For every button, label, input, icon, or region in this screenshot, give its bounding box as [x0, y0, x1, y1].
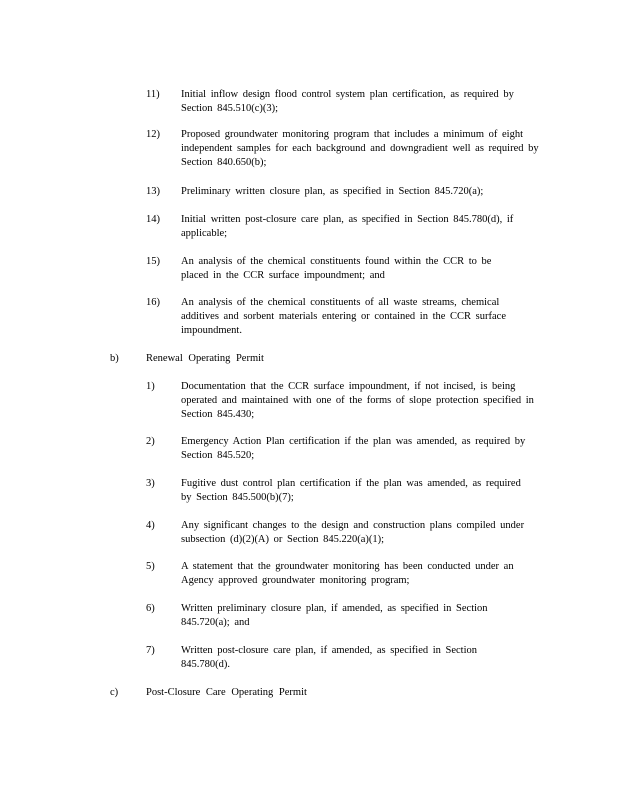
item-number: 7) [146, 645, 155, 656]
item-text: Any significant changes to the design and construction plans compiled under subsection (d)(2)(A) or Section 845.220(a)(1); [181, 520, 525, 545]
item-number: 2) [146, 436, 155, 447]
item-text: Written preliminary closure plan, if amended, as specified in Section 845.720(a); and [181, 603, 488, 628]
section-title: Post-Closure Care Operating Permit [146, 687, 307, 698]
item-text: Documentation that the CCR surface impoundment, if not incised, is being operated and maintained with one of the forms of slope protection specified in Section 845.430; [181, 381, 534, 420]
item-text: Written post-closure care plan, if amended, as specified in Section 845.780(d). [181, 645, 478, 670]
item-text: Initial inflow design flood control system plan certification, as required by Section 845.510(c)(3); [181, 89, 514, 114]
item-number: 6) [146, 603, 155, 614]
item-number: 12) [146, 129, 160, 140]
item-text: An analysis of the chemical constituents found within the CCR to be placed in the CCR surface impoundment; and [181, 256, 492, 281]
item-number: 15) [146, 256, 160, 267]
item-number: 5) [146, 561, 155, 572]
item-text: Proposed groundwater monitoring program that includes a minimum of eight independent samples for each background and downgradient well as required by Section 840.650(b); [181, 129, 539, 168]
section-letter: c) [110, 687, 119, 698]
item-number: 11) [146, 89, 160, 100]
item-text: Initial written post-closure care plan, as specified in Section 845.780(d), if applicable; [181, 214, 514, 239]
item-number: 3) [146, 478, 155, 489]
section-letter: b) [110, 353, 119, 364]
item-number: 16) [146, 297, 160, 308]
item-text: An analysis of the chemical constituents of all waste streams, chemical additives and sorbent materials entering or contained in the CCR surface impoundment. [181, 297, 506, 336]
item-number: 4) [146, 520, 155, 531]
item-text: Fugitive dust control plan certification if the plan was amended, as required by Section 845.500(b)(7); [181, 478, 521, 503]
item-number: 1) [146, 381, 155, 392]
item-number: 13) [146, 186, 160, 197]
item-text: Preliminary written closure plan, as specified in Section 845.720(a); [181, 186, 484, 197]
item-text: A statement that the groundwater monitoring has been conducted under an Agency approved groundwater monitoring program; [181, 561, 514, 586]
item-text: Emergency Action Plan certification if the plan was amended, as required by Section 845.520; [181, 436, 526, 461]
item-number: 14) [146, 214, 160, 225]
section-title: Renewal Operating Permit [146, 353, 264, 364]
